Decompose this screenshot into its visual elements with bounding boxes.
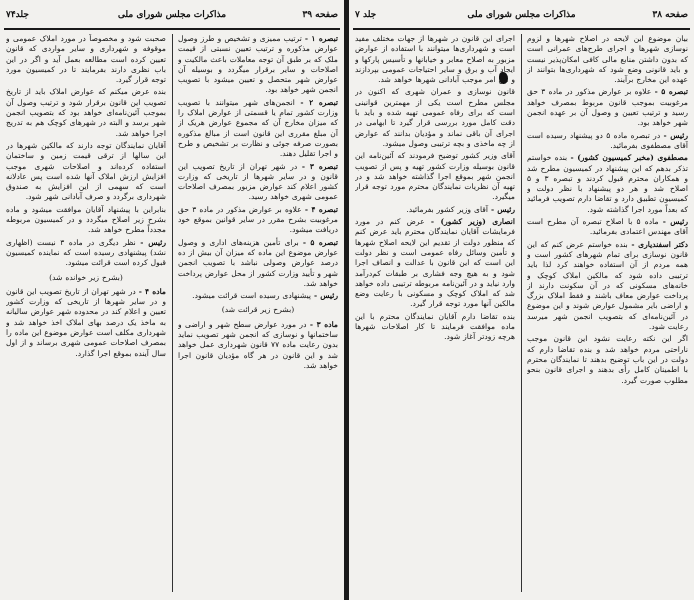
left-column-divider xyxy=(172,34,173,592)
paragraph xyxy=(355,312,515,343)
speaker-label: ماده ۳ - xyxy=(309,319,338,329)
left-page-header xyxy=(6,4,338,26)
speaker-label: تبصره ۱ - xyxy=(304,34,338,43)
speaker-label: تبصره ۵ - xyxy=(302,237,338,247)
paragraph xyxy=(178,291,338,301)
paragraph xyxy=(527,87,688,128)
speaker-label: رئیس - xyxy=(662,217,688,227)
right-page-volume: جلد ۷ xyxy=(355,10,377,20)
paragraph-text: قانون نوسازی و عمران شهری که اکنون در مجلس مطرح است یکی از مهمترین قوانینی است که برای رفاه عمومی تهیه شده و باید با دقت کامل مورد بررسی قرار گیرد تا ابهامی در اجرای آن باقی نماند و مؤدیان بدانند که عوارض از چه ماخذی و بچه ترتیبی وصول میشود. xyxy=(355,87,515,148)
speaker-label: ماده ۴ - xyxy=(138,286,166,296)
paragraph xyxy=(6,287,166,359)
paragraph xyxy=(178,238,338,289)
center-note: (بشرح زیر خوانده شد) xyxy=(49,272,123,282)
paragraph-text: ترتیب ممیزی و تشخیص و طرز وصول عوارض مذکوره و ترتیب تعیین نسبتی از قیمت ملک که بر طبق آن توجه معاملات باعث مالکیت و اصلاحات و سایر برقرار میگردد و بوسیله آن عوارض شهر متحصل و تعیین میشود با تصویب انجمن شهر خواهد بود. xyxy=(178,34,338,95)
paragraph xyxy=(355,151,515,202)
right-page-header xyxy=(355,4,688,26)
paragraph xyxy=(527,217,688,238)
paragraph-text: علاوه بر عوارض مذکور در ماده ۳ حق مرغوبیت بموجب قانون مربوط بمصرف خواهد رسید و ترتیب تعیین و وصول آن بر عهده انجمن شهر خواهد بود. xyxy=(527,87,688,128)
paragraph xyxy=(178,34,338,96)
paragraph-text: پیشنهادی رسیده است قرائت میشود. xyxy=(192,291,312,301)
paragraph-text: در مورد عوارض سطح شهر و اراضی و ساختمانها و نوسازی که انجمن شهر تصویب نماید بدون رعایت ماده ۷۷ قانون شهرداری عمل خواهد شد و این قانون در هر گاه مؤدیان قانون اجرا خواهد شد. xyxy=(178,319,338,370)
paragraph-text: آقای وزیر کشور بفرمائید. xyxy=(406,204,489,214)
right-page-left-column xyxy=(355,34,515,594)
speaker-label: رئیس - xyxy=(663,130,688,140)
paragraph xyxy=(178,205,338,236)
speaker-label: تبصره ۴ - xyxy=(304,204,338,214)
paragraph-text: آقایان نمایندگان توجه دارند که مالکین شهرها در این سالها از ترقی قیمت زمین و ساختمان استفاده کرده‌اند و اصلاحات شهری موجب افزایش ارزش املاک آنها شده است پس عادلانه است که سهمی از این افزایش به صندوق شهرداری برگردد و صرف آبادانی شهر شود. xyxy=(6,140,166,202)
speaker-label: رئیس - xyxy=(313,291,338,301)
left-page-title: مذاکرات مجلس شورای ملی xyxy=(117,10,227,20)
paragraph-text: برای تأمین هزینه‌های اداری و وصول عوارض موضوع این ماده که میزان آن بیش از ده درصد عوارض وصولی نباشد با تصویب انجمن شهر و تأیید وزارت کشور از محل عوارض پرداخت خواهد شد. xyxy=(178,237,338,288)
paragraph xyxy=(355,217,515,310)
paragraph xyxy=(6,34,166,85)
speaker-label: تبصره ۵ - xyxy=(654,87,688,97)
speaker-label: تبصره ۳ - xyxy=(301,161,338,171)
right-page-number: صفحه ۳۸ xyxy=(652,10,688,20)
paragraph xyxy=(6,205,166,236)
paragraph xyxy=(355,205,515,215)
left-page-left-column xyxy=(6,34,166,594)
paragraph-text: اگر این نکته رعایت نشود این قانون موجب ناراحتی مردم خواهد شد و بنده تقاضا دارم که دولت در این باب توضیح بدهند تا نمایندگان محترم با اطمینان کامل رأی بدهند و اجرای قانون بنحو مطلوب صورت گیرد. xyxy=(527,334,688,385)
paragraph xyxy=(527,334,688,385)
paragraph-text: بیان موضوع این لایحه در اصلاح شهرها و لزوم نوسازی شهرها و اجرای طرح‌های عمرانی است که بدون داشتن منابع مالی کافی امکان‌پذیر نیست و باید قانونی وضع شود که شهرداری‌ها بتوانند از عهده این مخارج برآیند. xyxy=(527,34,688,85)
paragraph-text: انجمن‌های شهر میتوانند با تصویب وزارت کشور تمام یا قسمتی از عوارض املاک را که میزان مخارج آن که مجموع عوارض هریک از آن مبلغ مقرری این قانون است از مبالغ مذکوره بصورت صرفه جوئی و نظارت بر تشخیص و طرح و اجرا تقلیل دهند. xyxy=(178,97,338,159)
paragraph xyxy=(355,34,515,85)
left-header-rule xyxy=(4,28,340,30)
paragraph xyxy=(178,320,338,371)
left-page-volume: جلد۷۴ xyxy=(6,10,29,20)
paragraph-text: صحبت شود و مخصوصاً در مورد املاک عمومی و موقوفه و شهرداری و سایر مواردی که قانون تعیین کرده است مطالعه بعمل آید و اگر در این باب نظری دارند بفرمایند تا در کمیسیون مورد توجه قرار گیرد. xyxy=(6,34,166,85)
speaker-label: رئیس - xyxy=(140,237,166,247)
paragraph-text: بنده عرض میکنم که عوارض املاک باید از تاریخ تصویب این قانون برقرار شود و ترتیب وصول آن بموجب آئین‌نامه‌ای خواهد بود که بتصویب انجمن شهر برسد و البته در شهرهای کوچک هم به تدریج اجرا خواهد شد. xyxy=(6,87,166,138)
paragraph xyxy=(527,131,688,152)
speaker-label: دکتر اسفندیاری - xyxy=(631,239,688,249)
speaker-label: تبصره ۲ - xyxy=(300,97,338,107)
paragraph xyxy=(6,87,166,138)
left-page-number: صفحه ۳۹ xyxy=(302,10,338,20)
paragraph-text: بنده تقاضا دارم آقایان نمایندگان محترم با این ماده موافقت فرمایند تا کار اصلاحات شهرها هرچه زودتر آغاز شود. xyxy=(355,311,515,342)
right-page xyxy=(349,0,694,600)
paragraph-text: بنده خواستم تذکر بدهم که این پیشنهاد در کمیسیون مطرح شد و همکاران محترم قبول کردند و تبصره ۳ و ۵ اصلاح شد و هر دو پیشنهاد با نظر دولت و کمیسیون تطبیق دارد و تقاضا دارم تصویب فرمائید که بعداً مورد اجرا گذاشته شود. xyxy=(527,153,688,214)
paragraph xyxy=(355,87,515,149)
paragraph xyxy=(6,238,166,269)
paragraph xyxy=(178,162,338,203)
left-page xyxy=(0,0,344,600)
paragraph xyxy=(527,34,688,85)
right-page-title: مذاکرات مجلس شورای ملی xyxy=(467,10,576,20)
center-note: (بشرح زیر قرائت شد) xyxy=(221,305,295,315)
left-page-right-column xyxy=(178,34,338,594)
paragraph-text: در تبصره ماده ۵ دو پیشنهاد رسیده است آقای مصطفوی بفرمائید. xyxy=(527,130,688,150)
right-column-divider xyxy=(521,34,522,592)
paragraph xyxy=(527,153,688,215)
paragraph-text: در شهر تهران از تاریخ تصویب این قانون و در سایر شهرها از تاریخی که وزارت کشور تعیین و اعلام کند در محدوده شهر عوارض سالیانه به ماخذ یک درصد بهای املاک اخذ خواهد شد و شهرداری مکلف است عوارض موضوع این ماده را بمصرف اصلاحات عمومی شهری برساند و از اول سال آینده بموقع اجرا گذارد. xyxy=(6,286,166,358)
speaker-label: مصطفوی (مخبر کمیسیون کشور) - xyxy=(570,153,688,163)
paragraph xyxy=(178,98,338,160)
paragraph-text: عرض کنم در مورد فرمایشات آقایان نمایندگان محترم باید عرض کنم که منظور دولت از تقدیم این لایحه اصلاح شهرها و تأمین وسائل رفاه عمومی است و نظر دولت این است که این قانون با عدالت و انصاف اجرا شود و به هیچ وجه فشاری بر طبقات کم‌درآمد وارد نیاید و در آئین‌نامه مربوطه ترتیبی داده خواهد شد که املاک کوچک و مسکونی با رعایت وضع مالکین آنها مورد توجه قرار گیرد. xyxy=(355,217,515,309)
paragraph-text: بنده خواستم عرض کنم که این قانون نوسازی برای تمام شهرهای کشور است و همه مردم از آن استفاده خواهند کرد لذا باید ترتیبی داده شود که مالکین املاک کوچک و خانه‌های مسکونی که در آن سکونت دارند از پرداخت عوارض معاف باشند و فقط املاک بزرگ و اراضی بایر مشمول عوارض شوند و این موضوع در آئین‌نامه‌ای که بتصویب انجمن شهر میرسد رعایت شود. xyxy=(527,239,688,332)
speaker-label: انصاری (وزیر کشور) - xyxy=(430,217,515,227)
paragraph-text: اجرای این قانون در شهرها از جهات مختلف مفید است و شهرداری‌ها میتوانند با استفاده از عوارض مزبور به اصلاح معابر و خیابانها و تأسیس پارکها و ایجاد آب و برق و سایر احتیاجات عمومی بپردازند و این امر موجب آبادانی شهرها خواهد شد. xyxy=(355,34,515,85)
right-header-rule xyxy=(353,28,690,30)
right-page-right-column xyxy=(527,34,688,594)
paragraph-text: نظر دیگری در ماده ۳ نیست (اظهاری نشد) پیشنهادی رسیده است که نماینده کمیسیون قبول کرده است قرائت میشود. xyxy=(6,237,166,268)
speaker-label: رئیس - xyxy=(490,204,515,214)
paragraph-text: بنابراین با پیشنهاد آقایان موافقت میشود و ماده بشرح زیر اصلاح میگردد و در کمیسیون مربوطه مجدداً مطرح خواهد شد. xyxy=(6,204,166,235)
paragraph xyxy=(527,240,688,333)
paragraph-text: علاوه بر عوارض مذکور در ماده ۳ حق مرغوبیت بشرح مقرر در سایر قوانین بموقع خود دریافت میشود. xyxy=(178,204,338,235)
paragraph xyxy=(6,141,166,203)
paragraph-text: آقای وزیر کشور توضیح فرمودند که آئین‌نامه این قانون بوسیله وزارت کشور تهیه و پس از تصویب انجمن شهر بموقع اجرا گذاشته خواهد شد و در تهیه آن نظریات نمایندگان محترم مورد توجه قرار میگیرد. xyxy=(355,151,515,202)
paragraph-text: ماده ۵ با اصلاح تبصره آن مطرح است آقای مهندس اعتمادی بفرمائید. xyxy=(527,217,688,237)
paragraph-text: در شهر تهران از تاریخ تصویب این قانون و در سایر شهرها از تاریخی که وزارت کشور اعلام کند عوارض مزبور بمصرف اصلاحات عمومی شهری خواهد رسید. xyxy=(178,161,338,202)
